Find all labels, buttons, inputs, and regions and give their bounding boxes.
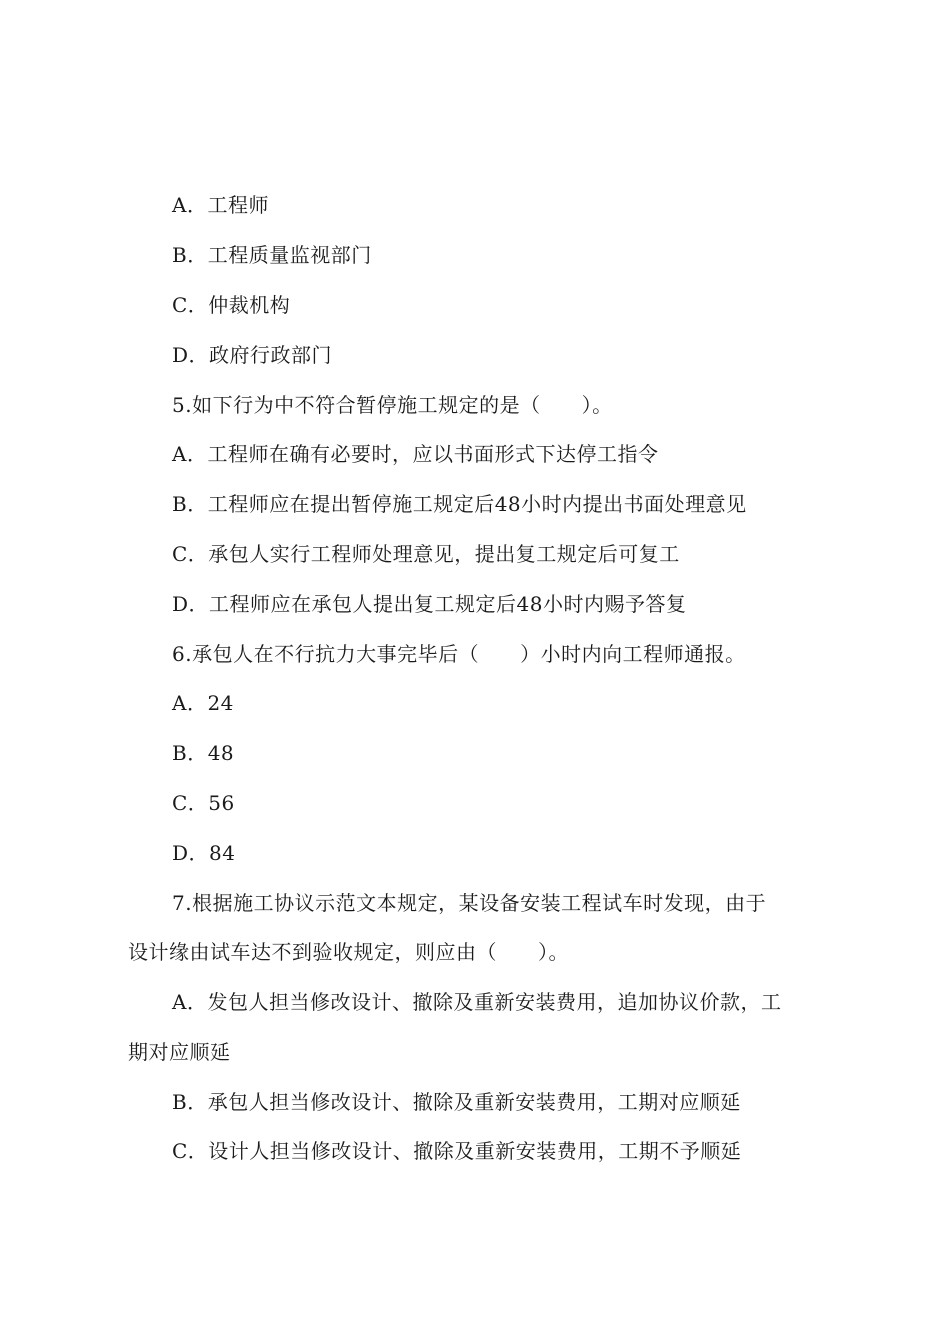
q6-option-a: A．24	[172, 691, 234, 715]
q5-option-b: B．工程师应在提出暂停施工规定后48小时内提出书面处理意见	[172, 492, 747, 516]
question-5: 5.如下行为中不符合暂停施工规定的是（ ）。	[172, 393, 613, 417]
q6-option-d: D．84	[172, 841, 236, 865]
q4-option-c: C．仲裁机构	[172, 293, 291, 317]
question-7-continued: 设计缘由试车达不到验收规定，则应由（ ）。	[128, 940, 569, 964]
q7-option-a: A．发包人担当修改设计、撤除及重新安装费用，追加协议价款，工	[172, 990, 782, 1014]
q7-option-b: B．承包人担当修改设计、撤除及重新安装费用，工期对应顺延	[172, 1090, 741, 1114]
question-6: 6.承包人在不行抗力大事完毕后（ ）小时内向工程师通报。	[172, 642, 746, 666]
q4-option-d: D．政府行政部门	[172, 343, 333, 367]
q5-option-a: A．工程师在确有必要时，应以书面形式下达停工指令	[172, 442, 659, 466]
q5-option-c: C．承包人实行工程师处理意见，提出复工规定后可复工	[172, 542, 680, 566]
question-7: 7.根据施工协议示范文本规定，某设备安装工程试车时发现，由于	[172, 891, 767, 915]
q7-option-c: C．设计人担当修改设计、撤除及重新安装费用，工期不予顺延	[172, 1139, 742, 1163]
q6-option-b: B．48	[172, 741, 235, 765]
q4-option-a: A．工程师	[172, 193, 269, 217]
q5-option-d: D．工程师应在承包人提出复工规定后48小时内赐予答复	[172, 592, 687, 616]
q7-option-a-continued: 期对应顺延	[128, 1040, 231, 1064]
q4-option-b: B．工程质量监视部门	[172, 243, 372, 267]
q6-option-c: C．56	[172, 791, 235, 815]
